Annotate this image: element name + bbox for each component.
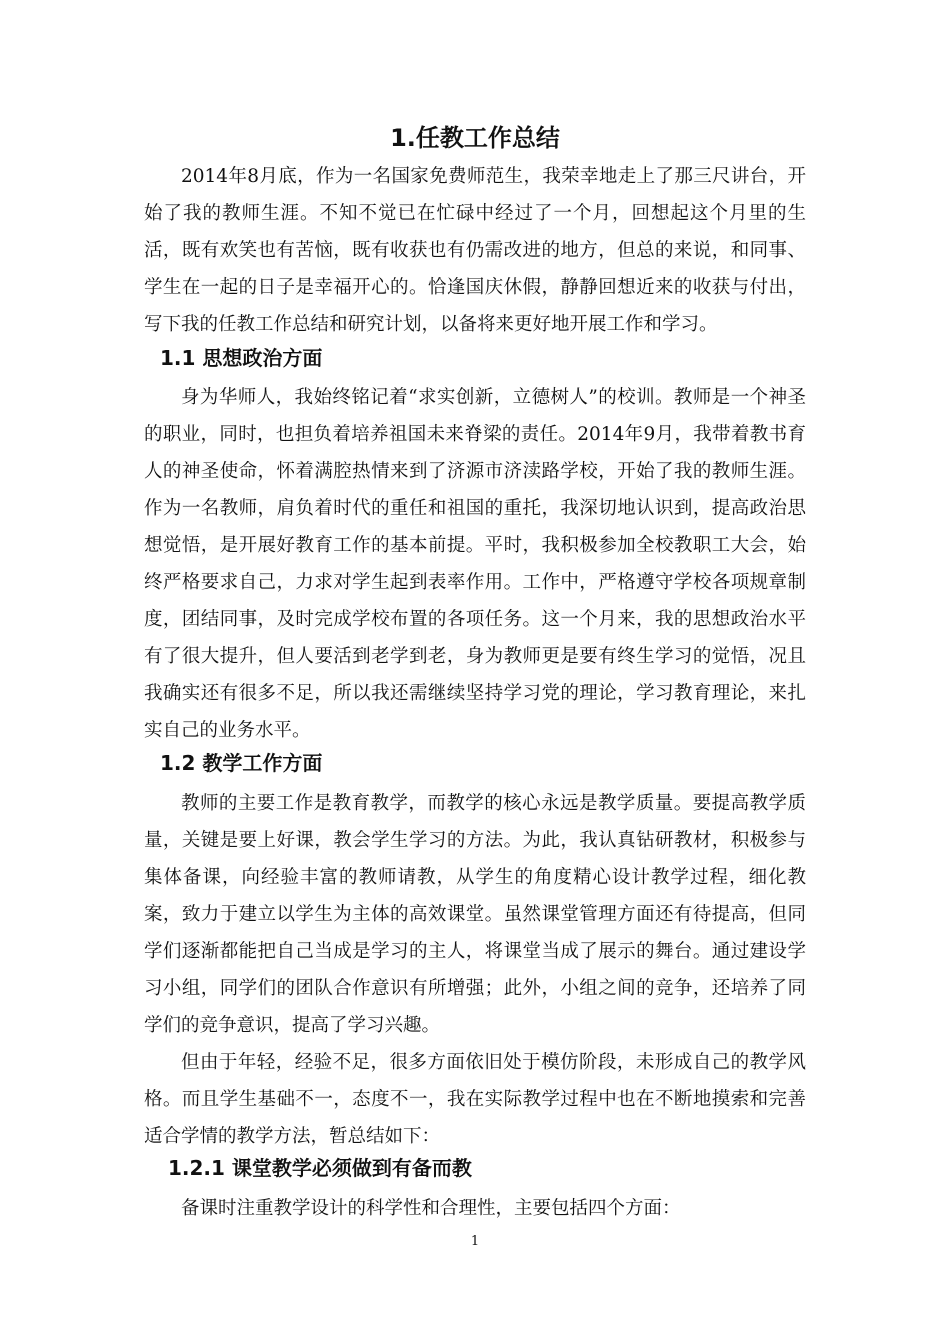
page-number: 1 (470, 1234, 480, 1249)
section-heading-1-2: 1.2 教学工作方面 (160, 751, 323, 775)
section-heading-1-1: 1.1 思想政治方面 (160, 346, 323, 370)
document-title: 1.任教工作总结 (390, 124, 560, 152)
section-1-1-paragraph: 身为华师人，我始终铭记着“求实创新，立德树人”的校训。教师是一个神圣的职业，同时，也担负着培养祖国未来脊梁的责任。2014年9月，我带着教书育人的神圣使命，怀着满腔热情来到了济源市济渎路学校，开始了我的教师生涯。作为一名教师，肩负着时代的重任和祖国的重托，我深切地认识到，提高政治思想觉悟，是开展好教育工作的基本前提。平时，我积极参加全校教职工大会，始终严格要求自己，力求对学生起到表率作用。工作中，严格遵守学校各项规章制度，团结同事，及时完成学校布置的各项任务。这一个月来，我的思想政治水平有了很大提升，但人要活到老学到老，身为教师更是要有终生学习的觉悟，况且我确实还有很多不足，所以我还需继续坚持学习党的理论，学习教育理论，来扎实自己的业务水平。 (144, 387, 806, 741)
section-1-2-paragraph: 教师的主要工作是教育教学，而教学的核心永远是教学质量。要提高教学质量，关键是要上好课，教会学生学习的方法。为此，我认真钻研教材，积极参与集体备课，向经验丰富的教师请教，从学生的角度精心设计教学过程，细化教案，致力于建立以学生为主体的高效课堂。虽然课堂管理方面还有待提高，但同学们逐渐都能把自己当成是学习的主人，将课堂当成了展示的舞台。通过建设学习小组，同学们的团队合作意识有所增强；此外，小组之间的竞争，还培养了同学们的竞争意识，提高了学习兴趣。 (144, 793, 806, 1036)
section-1-2-1-paragraph: 备课时注重教学设计的科学性和合理性，主要包括四个方面： (181, 1198, 681, 1219)
section-1-2-paragraph-2: 但由于年轻，经验不足，很多方面依旧处于模仿阶段，未形成自己的教学风格。而且学生基础不一，态度不一，我在实际教学过程中也在不断地摸索和完善适合学情的教学方法，暂总结如下： (144, 1052, 806, 1147)
section-heading-1-2-1: 1.2.1 课堂教学必须做到有备而教 (168, 1156, 472, 1180)
intro-paragraph: 2014年8月底，作为一名国家免费师范生，我荣幸地走上了那三尺讲台，开始了我的教师生涯。不知不觉已在忙碌中经过了一个月，回想起这个月里的生活，既有欢笑也有苦恼，既有收获也有仍需改进的地方，但总的来说，和同事、学生在一起的日子是幸福开心的。恰逢国庆休假，静静回想近来的收获与付出，写下我的任教工作总结和研究计划，以备将来更好地开展工作和学习。 (144, 166, 806, 335)
